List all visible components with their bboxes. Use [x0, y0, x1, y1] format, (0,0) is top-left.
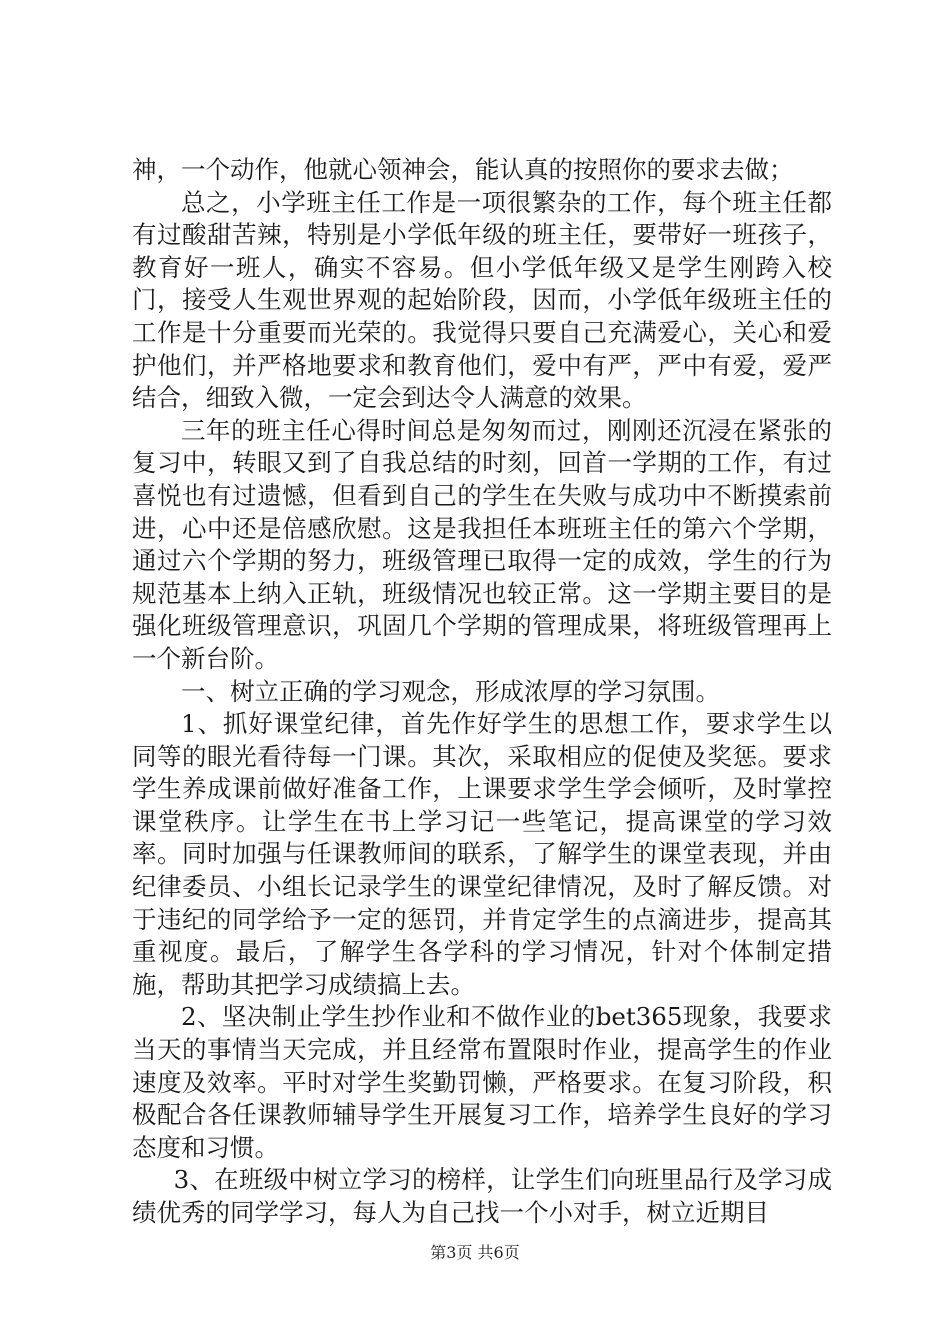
paragraph-continuation: 神，一个动作，他就心领神会，能认真的按照你的要求去做； [132, 155, 794, 184]
page-footer: 第3页 共6页 [430, 1243, 520, 1262]
section-heading-1: 一、树立正确的学习观念，形成浓厚的学习氛围。 [181, 676, 720, 706]
list-item-1: 1、抓好课堂纪律，首先作好学生的思想工作，要求学生以同等的眼光看待每一门课。其次，采取相应的促使及奖惩。要求学生养成课前做好准备工作，上课要求学生学会倾听，及时掌控课堂秩序。让学生在书上学习记一些笔记，提高课堂的学习效率。同时加强与任课教师间的联系，了解学生的课堂表现，并由纪律委员、小组长记录学生的课堂纪律情况，及时了解反馈。对于违纪的同学给予一定的惩罚，并肯定学生的点滴进步，提高其重视度。最后，了解学生各学科的学习情况，针对个体制定措施，帮助其把学习成绩搞上去。 [132, 709, 832, 999]
paragraph-reflection: 三年的班主任心得时间总是匆匆而过，刚刚还沉浸在紧张的复习中，转眼又到了自我总结的时刻，回首一学期的工作，有过喜悦也有过遗憾，但看到自己的学生在失败与成功中不断摸索前进，心中还是倍感欣慰。这是我担任本班班主任的第六个学期，通过六个学期的努力，班级管理已取得一定的成效，学生的行为规范基本上纳入正轨，班级情况也较正常。这一学期主要目的是强化班级管理意识，巩固几个学期的管理成果，将班级管理再上一个新台阶。 [132, 415, 832, 673]
document-body [132, 154, 832, 1230]
paragraph-summary: 总之，小学班主任工作是一项很繁杂的工作，每个班主任都有过酸甜苦辣，特别是小学低年级的班主任，要带好一班孩子，教育好一班人，确实不容易。但小学低年级又是学生刚跨入校门，接受人生观世界观的起始阶段，因而，小学低年级班主任的工作是十分重要而光荣的。我觉得只要自己充满爱心，关心和爱护他们，并严格地要求和教育他们，爱中有严，严中有爱，爱严结合，细致入微，一定会到达令人满意的效果。 [132, 187, 832, 413]
list-item-2: 2、坚决制止学生抄作业和不做作业的bet365现象，我要求当天的事情当天完成，并且经常布置限时作业，提高学生的作业速度及效率。平时对学生奖勤罚懒，严格要求。在复习阶段，积极配合各任课教师辅导学生开展复习工作，培养学生良好的学习态度和习惯。 [132, 1002, 832, 1162]
list-item-3: 3、在班级中树立学习的榜样，让学生们向班里品行及学习成绩优秀的同学学习，每人为自己找一个小对手，树立近期目 [132, 1165, 832, 1227]
